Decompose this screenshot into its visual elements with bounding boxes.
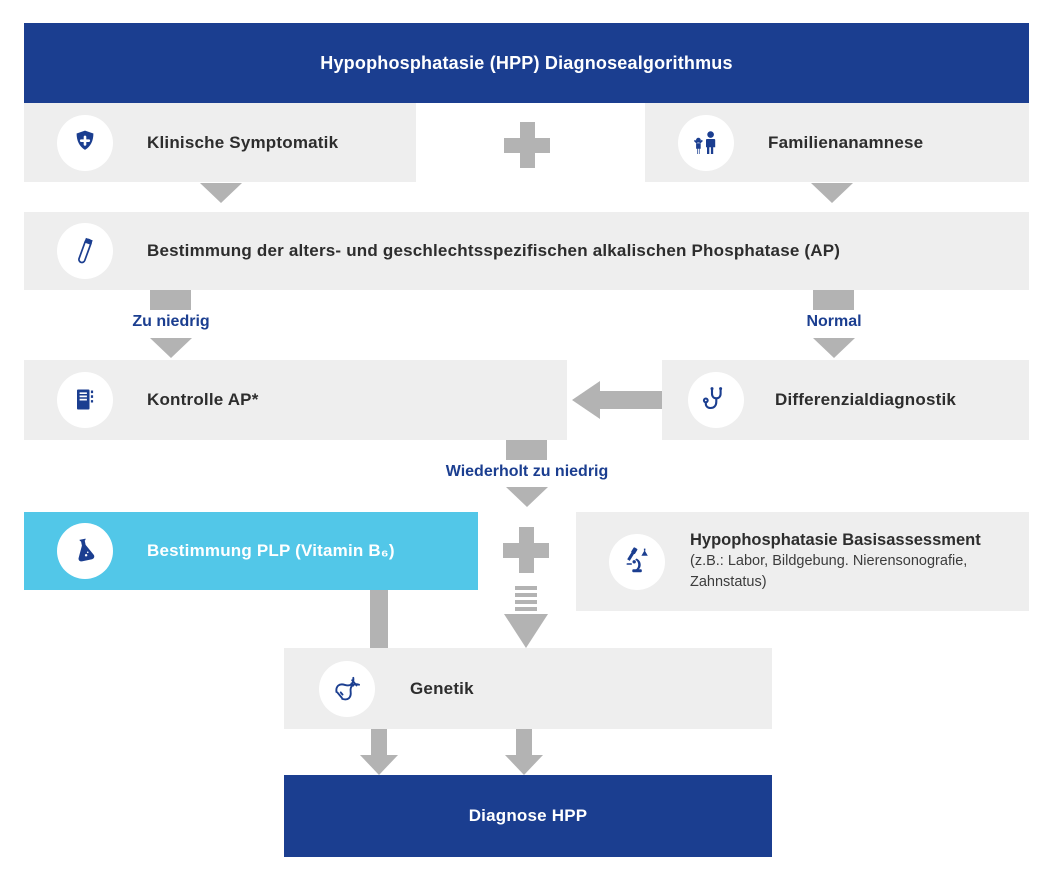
stethoscope-icon [688,372,744,428]
dna-icon [319,661,375,717]
node-klinische-symptomatik [24,103,416,182]
arrow-shaft [516,729,532,755]
arrow-shaft [813,290,854,310]
node-genetik [284,648,772,729]
microscope-icon [609,534,665,590]
page-title: Hypophosphatasie (HPP) Diagnosealgorithmus [320,52,733,73]
arrow-left-icon [572,381,600,419]
header-bar [24,23,1029,103]
arrow-shaft [598,391,662,409]
test-tube-icon [57,223,113,279]
arrow-down-icon [504,614,548,648]
node-label: Differenzialdiagnostik [775,390,957,409]
node-kontrolle-ap [24,360,567,440]
arrow-shaft [150,290,191,310]
arrow-shaft [506,440,547,460]
family-icon [678,115,734,171]
node-label: Genetik [410,678,474,698]
arrow-down-icon [506,487,548,507]
node-label: Familienanamnese [768,132,924,152]
arrow-down-icon [360,755,398,775]
node-label: Bestimmung der alters- und geschlechtsspezifischen alkalischen Phosphatase (AP) [147,241,841,260]
node-label: Bestimmung PLP (Vitamin B₆) [147,541,395,560]
arrow-down-icon [811,183,853,203]
node-subtitle-line1: (z.B.: Labor, Bildgebung. Nierensonografie, [690,553,968,569]
arrow-down-icon [150,338,192,358]
arrow-down-icon [200,183,242,203]
node-bestimmung-plp [24,512,478,590]
node-diagnose-hpp [284,775,772,857]
node-subtitle-line2: Zahnstatus) [690,574,767,590]
arrow-shaft [370,590,388,648]
journal-icon [57,372,113,428]
node-label: Diagnose HPP [468,806,588,825]
arrow-shaft [371,729,387,755]
arrow-down-icon [813,338,855,358]
node-basisassessment [576,512,1029,611]
node-familienanamnese [645,103,1029,182]
edge-label-zu-niedrig: Zu niedrig [132,313,210,330]
node-differenzialdiagnostik [662,360,1029,440]
plus-icon [504,122,550,168]
arrow-down-icon [505,755,543,775]
dashed-arrow-shaft [515,586,537,614]
plus-icon [503,527,549,573]
node-label: Kontrolle AP* [147,390,259,409]
node-title: Hypophosphatasie Basisassessment [690,531,981,549]
edge-label-wiederholt-zu-niedrig: Wiederholt zu niedrig [445,463,609,480]
flask-icon [57,523,113,579]
edge-label-normal: Normal [806,313,862,330]
shield-plus-icon [57,115,113,171]
node-bestimmung-ap [24,212,1029,290]
node-label: Klinische Symptomatik [147,132,339,152]
